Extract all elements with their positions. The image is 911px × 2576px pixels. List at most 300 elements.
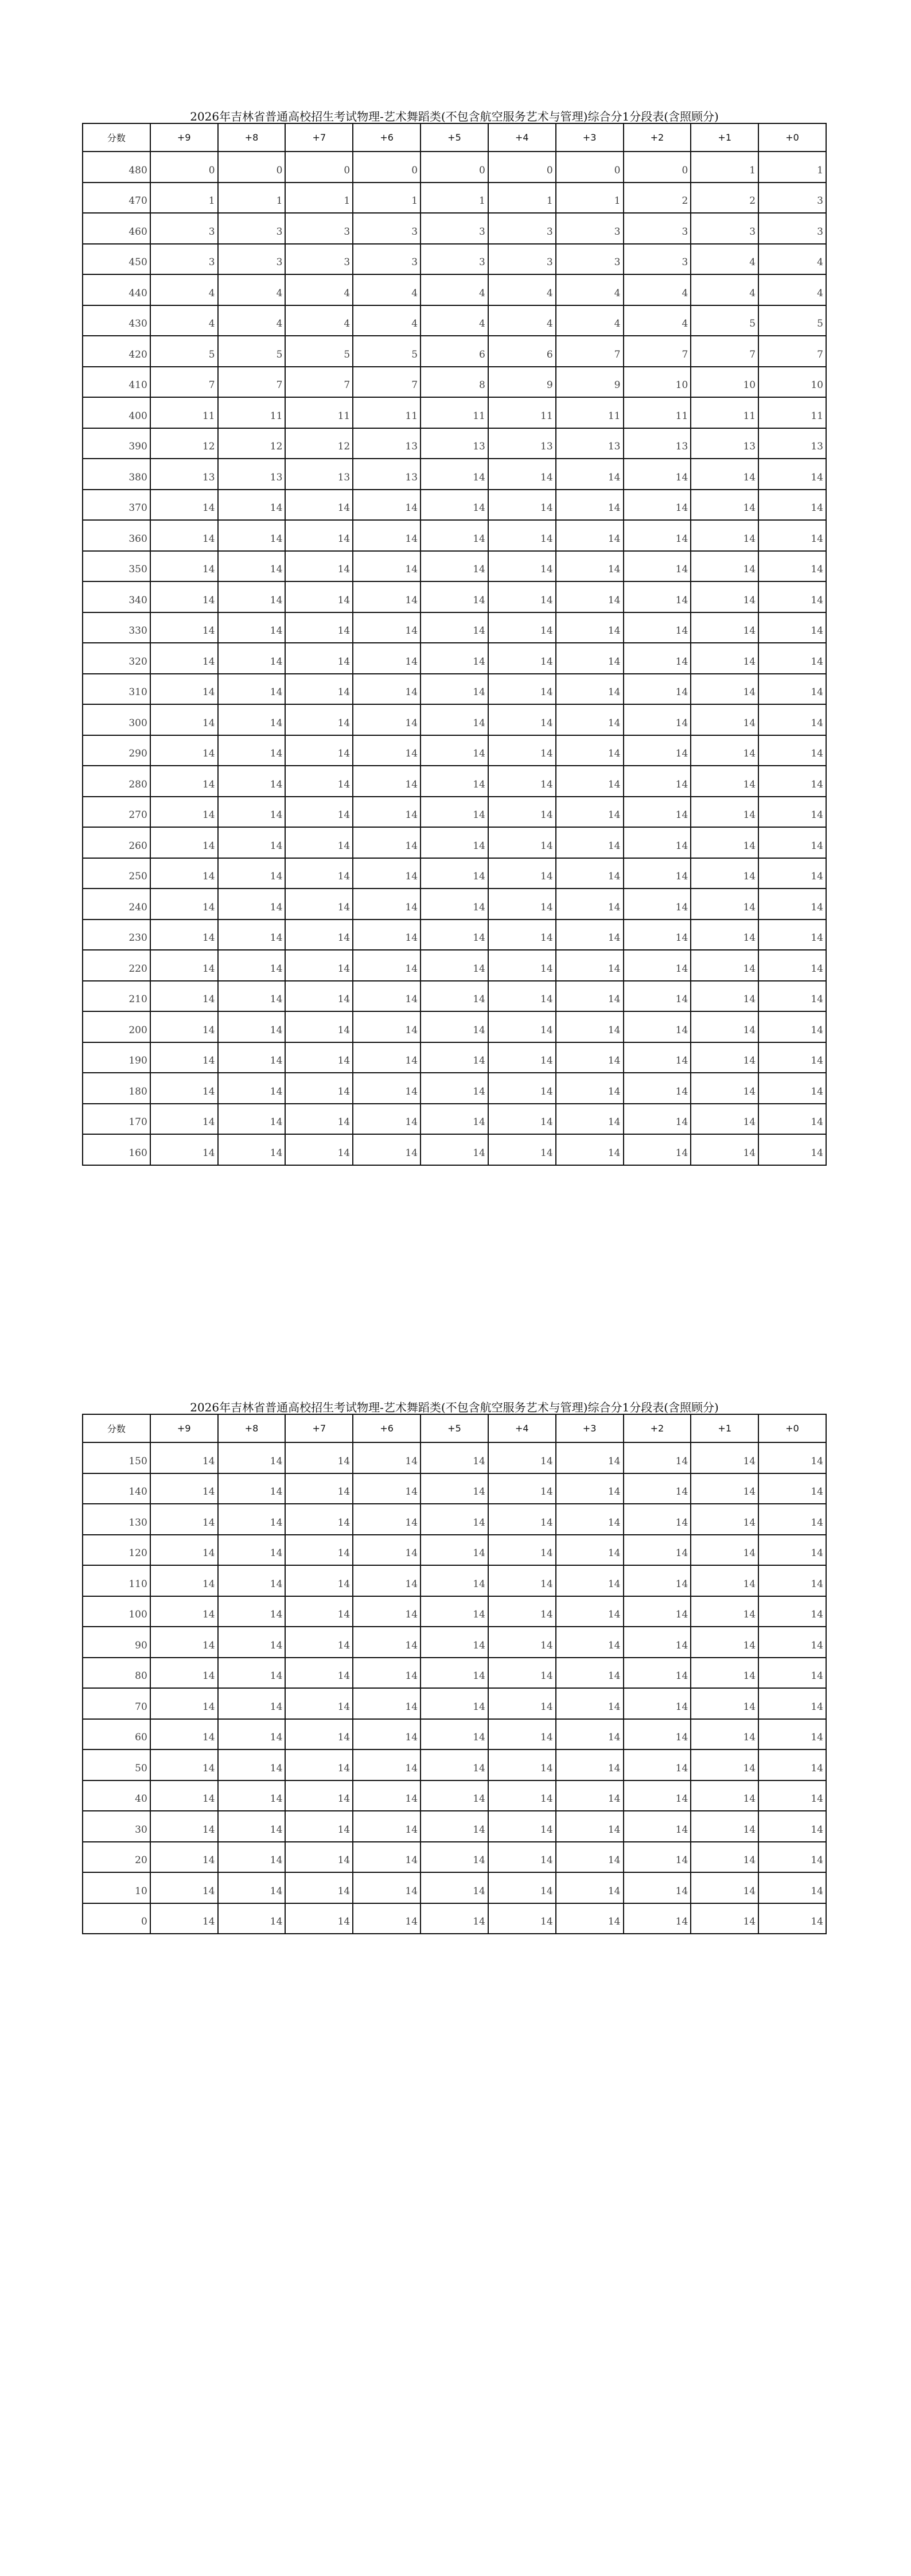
count-cell: 14 bbox=[150, 1535, 218, 1566]
column-header-offset: +6 bbox=[353, 123, 421, 152]
count-cell: 14 bbox=[758, 1104, 826, 1135]
count-cell: 4 bbox=[488, 305, 556, 336]
count-cell: 14 bbox=[285, 827, 353, 858]
count-cell: 14 bbox=[488, 1658, 556, 1689]
count-cell: 14 bbox=[488, 1596, 556, 1627]
table-row bbox=[83, 490, 826, 521]
score-cell: 110 bbox=[83, 1565, 150, 1596]
count-cell: 14 bbox=[488, 1134, 556, 1165]
count-cell: 14 bbox=[758, 1565, 826, 1596]
table-row bbox=[83, 1842, 826, 1873]
count-cell: 14 bbox=[353, 827, 421, 858]
count-cell: 14 bbox=[758, 1473, 826, 1504]
count-cell: 14 bbox=[218, 612, 286, 643]
count-cell: 11 bbox=[488, 397, 556, 428]
count-cell: 0 bbox=[488, 152, 556, 183]
count-cell: 14 bbox=[421, 1872, 488, 1903]
table-row bbox=[83, 213, 826, 244]
count-cell: 14 bbox=[218, 1473, 286, 1504]
count-cell: 14 bbox=[353, 1719, 421, 1750]
table-row bbox=[83, 1473, 826, 1504]
count-cell: 14 bbox=[421, 490, 488, 521]
count-cell: 14 bbox=[353, 797, 421, 828]
column-header-offset: +0 bbox=[758, 123, 826, 152]
count-cell: 14 bbox=[218, 1596, 286, 1627]
count-cell: 13 bbox=[488, 428, 556, 459]
count-cell: 1 bbox=[758, 152, 826, 183]
count-cell: 6 bbox=[488, 336, 556, 367]
count-cell: 14 bbox=[624, 1688, 691, 1719]
table-header-row bbox=[83, 123, 826, 152]
count-cell: 3 bbox=[758, 213, 826, 244]
count-cell: 14 bbox=[353, 1627, 421, 1658]
count-cell: 14 bbox=[218, 1504, 286, 1535]
table-row bbox=[83, 920, 826, 951]
table-row bbox=[83, 674, 826, 705]
count-cell: 14 bbox=[758, 1872, 826, 1903]
count-cell: 14 bbox=[556, 1596, 624, 1627]
count-cell: 1 bbox=[691, 152, 758, 183]
count-cell: 13 bbox=[624, 428, 691, 459]
count-cell: 14 bbox=[624, 1134, 691, 1165]
count-cell: 14 bbox=[218, 1627, 286, 1658]
score-cell: 350 bbox=[83, 551, 150, 582]
count-cell: 14 bbox=[556, 1565, 624, 1596]
count-cell: 11 bbox=[758, 397, 826, 428]
score-cell: 380 bbox=[83, 459, 150, 490]
count-cell: 14 bbox=[421, 797, 488, 828]
count-cell: 14 bbox=[150, 1134, 218, 1165]
count-cell: 7 bbox=[624, 336, 691, 367]
sheet-title: 2026年吉林省普通高校招生考试物理-艺术舞蹈类(不包含航空服务艺术与管理)综合分1分段表(含照顾分) bbox=[190, 1400, 719, 1414]
column-header-offset: +8 bbox=[218, 123, 286, 152]
count-cell: 14 bbox=[556, 1073, 624, 1104]
count-cell: 14 bbox=[758, 1073, 826, 1104]
count-cell: 0 bbox=[624, 152, 691, 183]
count-cell: 14 bbox=[353, 1504, 421, 1535]
count-cell: 14 bbox=[488, 950, 556, 981]
count-cell: 14 bbox=[488, 643, 556, 674]
count-cell: 14 bbox=[353, 1749, 421, 1780]
count-cell: 14 bbox=[285, 1596, 353, 1627]
count-cell: 8 bbox=[421, 367, 488, 398]
count-cell: 10 bbox=[758, 367, 826, 398]
count-cell: 14 bbox=[488, 1749, 556, 1780]
count-cell: 14 bbox=[218, 1565, 286, 1596]
table-row bbox=[83, 1780, 826, 1811]
score-cell: 20 bbox=[83, 1842, 150, 1873]
count-cell: 14 bbox=[421, 1749, 488, 1780]
count-cell: 14 bbox=[556, 1011, 624, 1042]
count-cell: 7 bbox=[150, 367, 218, 398]
count-cell: 14 bbox=[556, 1504, 624, 1535]
count-cell: 14 bbox=[285, 1872, 353, 1903]
count-cell: 14 bbox=[691, 643, 758, 674]
count-cell: 14 bbox=[488, 674, 556, 705]
count-cell: 14 bbox=[285, 1719, 353, 1750]
count-cell: 14 bbox=[285, 950, 353, 981]
count-cell: 14 bbox=[218, 1535, 286, 1566]
count-cell: 14 bbox=[691, 1872, 758, 1903]
count-cell: 14 bbox=[150, 1596, 218, 1627]
table-row bbox=[83, 797, 826, 828]
count-cell: 14 bbox=[556, 704, 624, 735]
count-cell: 14 bbox=[421, 1780, 488, 1811]
count-cell: 14 bbox=[421, 1688, 488, 1719]
count-cell: 14 bbox=[285, 612, 353, 643]
count-cell: 14 bbox=[758, 1596, 826, 1627]
count-cell: 14 bbox=[556, 920, 624, 951]
count-cell: 14 bbox=[488, 920, 556, 951]
count-cell: 14 bbox=[150, 1749, 218, 1780]
count-cell: 11 bbox=[218, 397, 286, 428]
count-cell: 14 bbox=[488, 797, 556, 828]
count-cell: 14 bbox=[421, 1811, 488, 1842]
count-cell: 14 bbox=[556, 612, 624, 643]
count-cell: 14 bbox=[285, 981, 353, 1012]
count-cell: 12 bbox=[285, 428, 353, 459]
count-cell: 14 bbox=[556, 1872, 624, 1903]
score-cell: 30 bbox=[83, 1811, 150, 1842]
table-row bbox=[83, 766, 826, 797]
column-header-offset: +6 bbox=[353, 1414, 421, 1442]
count-cell: 0 bbox=[556, 152, 624, 183]
count-cell: 14 bbox=[218, 1719, 286, 1750]
count-cell: 13 bbox=[218, 459, 286, 490]
count-cell: 14 bbox=[421, 735, 488, 766]
count-cell: 14 bbox=[150, 1658, 218, 1689]
count-cell: 14 bbox=[218, 1442, 286, 1473]
count-cell: 14 bbox=[624, 1749, 691, 1780]
count-cell: 7 bbox=[285, 367, 353, 398]
score-cell: 480 bbox=[83, 152, 150, 183]
count-cell: 14 bbox=[556, 551, 624, 582]
count-cell: 1 bbox=[218, 183, 286, 214]
score-cell: 40 bbox=[83, 1780, 150, 1811]
table-row bbox=[83, 367, 826, 398]
count-cell: 14 bbox=[556, 827, 624, 858]
count-cell: 14 bbox=[421, 520, 488, 551]
count-cell: 14 bbox=[353, 581, 421, 612]
count-cell: 14 bbox=[624, 1104, 691, 1135]
count-cell: 14 bbox=[421, 1535, 488, 1566]
count-cell: 14 bbox=[624, 674, 691, 705]
count-cell: 14 bbox=[691, 1535, 758, 1566]
count-cell: 14 bbox=[421, 1842, 488, 1873]
count-cell: 14 bbox=[150, 1073, 218, 1104]
count-cell: 14 bbox=[691, 1596, 758, 1627]
count-cell: 14 bbox=[556, 797, 624, 828]
column-header-score: 分数 bbox=[83, 1414, 150, 1442]
count-cell: 5 bbox=[691, 305, 758, 336]
count-cell: 5 bbox=[218, 336, 286, 367]
count-cell: 3 bbox=[353, 244, 421, 275]
count-cell: 14 bbox=[353, 981, 421, 1012]
score-table-sheet-2 bbox=[82, 1401, 827, 1934]
count-cell: 7 bbox=[353, 367, 421, 398]
count-cell: 14 bbox=[150, 827, 218, 858]
count-cell: 14 bbox=[691, 1780, 758, 1811]
count-cell: 14 bbox=[758, 1811, 826, 1842]
count-cell: 4 bbox=[285, 305, 353, 336]
count-cell: 3 bbox=[624, 213, 691, 244]
count-cell: 14 bbox=[624, 612, 691, 643]
count-cell: 14 bbox=[285, 920, 353, 951]
count-cell: 4 bbox=[624, 305, 691, 336]
count-cell: 14 bbox=[758, 1042, 826, 1073]
count-cell: 14 bbox=[691, 1504, 758, 1535]
count-cell: 14 bbox=[285, 858, 353, 889]
score-cell: 50 bbox=[83, 1749, 150, 1780]
count-cell: 14 bbox=[624, 551, 691, 582]
column-header-offset: +0 bbox=[758, 1414, 826, 1442]
count-cell: 14 bbox=[488, 1104, 556, 1135]
count-cell: 14 bbox=[285, 1134, 353, 1165]
count-cell: 14 bbox=[218, 920, 286, 951]
column-header-offset: +2 bbox=[624, 123, 691, 152]
score-table-sheet-1 bbox=[82, 110, 827, 1166]
count-cell: 11 bbox=[150, 397, 218, 428]
count-cell: 11 bbox=[285, 397, 353, 428]
count-cell: 14 bbox=[285, 490, 353, 521]
count-cell: 14 bbox=[624, 981, 691, 1012]
score-cell: 340 bbox=[83, 581, 150, 612]
count-cell: 14 bbox=[421, 1596, 488, 1627]
count-cell: 14 bbox=[691, 797, 758, 828]
table-row bbox=[83, 1872, 826, 1903]
count-cell: 14 bbox=[624, 950, 691, 981]
count-cell: 14 bbox=[758, 1749, 826, 1780]
count-cell: 14 bbox=[556, 674, 624, 705]
table-row bbox=[83, 581, 826, 612]
count-cell: 14 bbox=[353, 1473, 421, 1504]
count-cell: 14 bbox=[488, 520, 556, 551]
count-cell: 14 bbox=[691, 920, 758, 951]
count-cell: 6 bbox=[421, 336, 488, 367]
count-cell: 14 bbox=[488, 1872, 556, 1903]
count-cell: 3 bbox=[556, 244, 624, 275]
count-cell: 14 bbox=[691, 1688, 758, 1719]
count-cell: 14 bbox=[285, 797, 353, 828]
count-cell: 14 bbox=[353, 612, 421, 643]
count-cell: 14 bbox=[353, 950, 421, 981]
count-cell: 14 bbox=[150, 858, 218, 889]
count-cell: 14 bbox=[150, 520, 218, 551]
count-cell: 14 bbox=[150, 1042, 218, 1073]
score-table bbox=[82, 1414, 827, 1934]
count-cell: 14 bbox=[285, 1565, 353, 1596]
count-cell: 14 bbox=[758, 643, 826, 674]
score-cell: 230 bbox=[83, 920, 150, 951]
count-cell: 14 bbox=[758, 1719, 826, 1750]
count-cell: 14 bbox=[218, 490, 286, 521]
count-cell: 5 bbox=[758, 305, 826, 336]
count-cell: 14 bbox=[488, 1535, 556, 1566]
count-cell: 5 bbox=[285, 336, 353, 367]
count-cell: 14 bbox=[421, 858, 488, 889]
table-row bbox=[83, 1011, 826, 1042]
score-cell: 160 bbox=[83, 1134, 150, 1165]
count-cell: 14 bbox=[285, 735, 353, 766]
count-cell: 14 bbox=[488, 581, 556, 612]
count-cell: 14 bbox=[488, 551, 556, 582]
count-cell: 14 bbox=[218, 950, 286, 981]
score-cell: 90 bbox=[83, 1627, 150, 1658]
count-cell: 14 bbox=[353, 674, 421, 705]
count-cell: 14 bbox=[624, 520, 691, 551]
count-cell: 3 bbox=[150, 213, 218, 244]
score-cell: 330 bbox=[83, 612, 150, 643]
count-cell: 14 bbox=[624, 920, 691, 951]
score-cell: 180 bbox=[83, 1073, 150, 1104]
count-cell: 14 bbox=[285, 766, 353, 797]
count-cell: 14 bbox=[353, 1903, 421, 1934]
count-cell: 14 bbox=[758, 1688, 826, 1719]
count-cell: 14 bbox=[353, 1658, 421, 1689]
count-cell: 14 bbox=[758, 797, 826, 828]
table-row bbox=[83, 827, 826, 858]
count-cell: 14 bbox=[691, 1811, 758, 1842]
count-cell: 14 bbox=[691, 889, 758, 920]
count-cell: 14 bbox=[421, 950, 488, 981]
table-row bbox=[83, 1688, 826, 1719]
count-cell: 4 bbox=[758, 274, 826, 305]
count-cell: 14 bbox=[488, 1565, 556, 1596]
count-cell: 14 bbox=[556, 1134, 624, 1165]
count-cell: 14 bbox=[556, 1749, 624, 1780]
count-cell: 11 bbox=[353, 397, 421, 428]
count-cell: 14 bbox=[488, 704, 556, 735]
column-header-offset: +8 bbox=[218, 1414, 286, 1442]
count-cell: 14 bbox=[353, 1134, 421, 1165]
count-cell: 14 bbox=[353, 1565, 421, 1596]
count-cell: 14 bbox=[218, 827, 286, 858]
count-cell: 4 bbox=[624, 274, 691, 305]
count-cell: 14 bbox=[691, 1442, 758, 1473]
table-row bbox=[83, 950, 826, 981]
count-cell: 14 bbox=[488, 1011, 556, 1042]
count-cell: 14 bbox=[421, 1627, 488, 1658]
count-cell: 14 bbox=[488, 1811, 556, 1842]
count-cell: 14 bbox=[624, 858, 691, 889]
count-cell: 14 bbox=[218, 704, 286, 735]
count-cell: 14 bbox=[353, 1842, 421, 1873]
count-cell: 14 bbox=[150, 1565, 218, 1596]
count-cell: 14 bbox=[150, 735, 218, 766]
count-cell: 14 bbox=[488, 981, 556, 1012]
table-row bbox=[83, 1565, 826, 1596]
count-cell: 14 bbox=[285, 889, 353, 920]
score-cell: 10 bbox=[83, 1872, 150, 1903]
count-cell: 14 bbox=[758, 1442, 826, 1473]
count-cell: 14 bbox=[556, 858, 624, 889]
count-cell: 14 bbox=[758, 1627, 826, 1658]
count-cell: 14 bbox=[353, 1073, 421, 1104]
count-cell: 14 bbox=[691, 1627, 758, 1658]
table-row bbox=[83, 551, 826, 582]
count-cell: 14 bbox=[285, 1688, 353, 1719]
count-cell: 14 bbox=[488, 1442, 556, 1473]
column-header-offset: +1 bbox=[691, 1414, 758, 1442]
count-cell: 14 bbox=[556, 1442, 624, 1473]
count-cell: 0 bbox=[150, 152, 218, 183]
count-cell: 5 bbox=[353, 336, 421, 367]
count-cell: 14 bbox=[556, 1535, 624, 1566]
score-cell: 390 bbox=[83, 428, 150, 459]
count-cell: 14 bbox=[691, 581, 758, 612]
count-cell: 14 bbox=[624, 1811, 691, 1842]
count-cell: 14 bbox=[285, 1104, 353, 1135]
count-cell: 14 bbox=[691, 674, 758, 705]
count-cell: 14 bbox=[556, 889, 624, 920]
score-cell: 240 bbox=[83, 889, 150, 920]
score-cell: 430 bbox=[83, 305, 150, 336]
count-cell: 14 bbox=[285, 1658, 353, 1689]
count-cell: 14 bbox=[150, 1780, 218, 1811]
score-cell: 0 bbox=[83, 1903, 150, 1934]
count-cell: 14 bbox=[421, 1073, 488, 1104]
count-cell: 14 bbox=[353, 1596, 421, 1627]
score-cell: 120 bbox=[83, 1535, 150, 1566]
count-cell: 14 bbox=[353, 1042, 421, 1073]
count-cell: 14 bbox=[488, 766, 556, 797]
count-cell: 14 bbox=[488, 858, 556, 889]
count-cell: 14 bbox=[150, 490, 218, 521]
count-cell: 14 bbox=[218, 797, 286, 828]
count-cell: 14 bbox=[624, 1042, 691, 1073]
count-cell: 14 bbox=[758, 1535, 826, 1566]
count-cell: 14 bbox=[758, 1658, 826, 1689]
count-cell: 14 bbox=[285, 1749, 353, 1780]
count-cell: 14 bbox=[285, 1042, 353, 1073]
count-cell: 14 bbox=[218, 858, 286, 889]
count-cell: 14 bbox=[421, 1658, 488, 1689]
count-cell: 14 bbox=[488, 889, 556, 920]
count-cell: 14 bbox=[488, 1842, 556, 1873]
count-cell: 14 bbox=[353, 889, 421, 920]
count-cell: 14 bbox=[758, 1011, 826, 1042]
count-cell: 14 bbox=[758, 612, 826, 643]
column-header-offset: +5 bbox=[421, 1414, 488, 1442]
count-cell: 7 bbox=[556, 336, 624, 367]
count-cell: 14 bbox=[691, 551, 758, 582]
count-cell: 14 bbox=[150, 1104, 218, 1135]
count-cell: 14 bbox=[758, 1134, 826, 1165]
score-cell: 320 bbox=[83, 643, 150, 674]
score-cell: 460 bbox=[83, 213, 150, 244]
count-cell: 0 bbox=[218, 152, 286, 183]
table-row bbox=[83, 1042, 826, 1073]
score-cell: 310 bbox=[83, 674, 150, 705]
count-cell: 14 bbox=[218, 735, 286, 766]
count-cell: 10 bbox=[624, 367, 691, 398]
count-cell: 14 bbox=[556, 1627, 624, 1658]
count-cell: 14 bbox=[150, 1719, 218, 1750]
count-cell: 1 bbox=[488, 183, 556, 214]
count-cell: 14 bbox=[488, 1780, 556, 1811]
count-cell: 14 bbox=[691, 1073, 758, 1104]
count-cell: 14 bbox=[285, 1780, 353, 1811]
score-cell: 370 bbox=[83, 490, 150, 521]
score-cell: 100 bbox=[83, 1596, 150, 1627]
count-cell: 4 bbox=[285, 274, 353, 305]
score-cell: 70 bbox=[83, 1688, 150, 1719]
count-cell: 14 bbox=[150, 1473, 218, 1504]
count-cell: 1 bbox=[150, 183, 218, 214]
score-cell: 300 bbox=[83, 704, 150, 735]
count-cell: 14 bbox=[758, 490, 826, 521]
count-cell: 13 bbox=[353, 459, 421, 490]
